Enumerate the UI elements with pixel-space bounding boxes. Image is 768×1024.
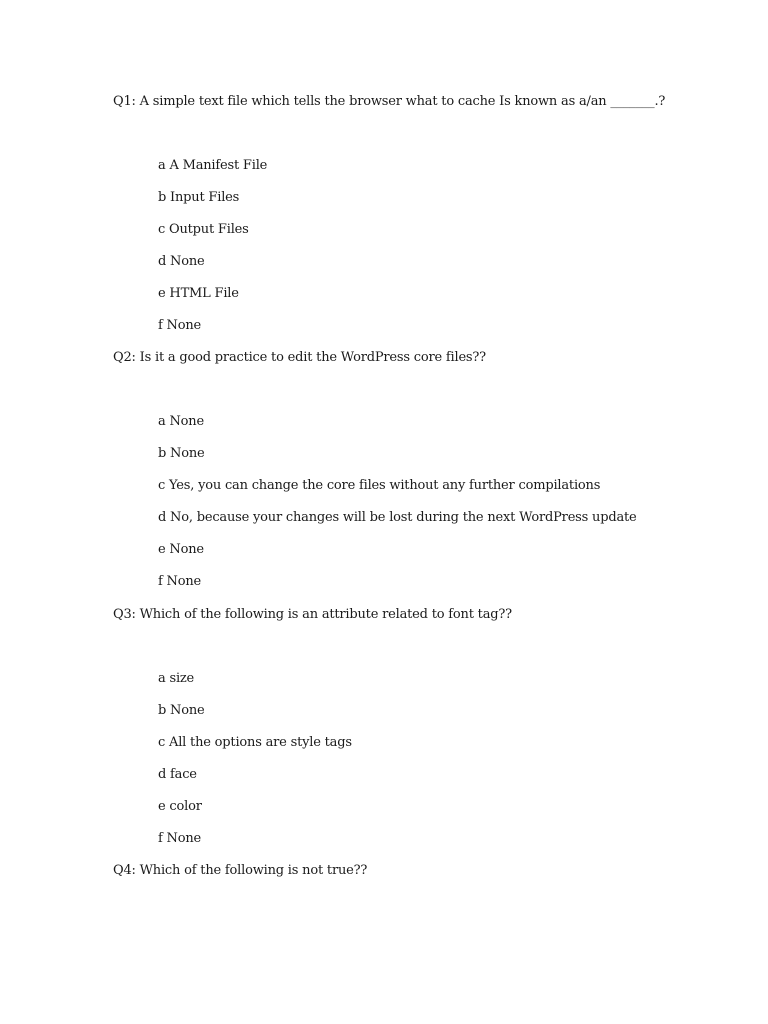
q2-option-f: f None [158,574,202,589]
q2-option-e: e None [158,542,204,557]
q3-option-e: e color [158,799,202,814]
q3-option-b: b None [158,703,205,718]
q3-option-d: d face [158,767,197,782]
question-3: Q3: Which of the following is an attribute related to font tag?? [113,607,512,622]
q3-option-a: a size [158,671,195,686]
question-4: Q4: Which of the following is not true?? [113,863,368,878]
q1-option-e: e HTML File [158,286,239,301]
q3-option-f: f None [158,831,202,846]
question-2: Q2: Is it a good practice to edit the WordPress core files?? [113,350,486,365]
q3-option-c: c All the options are style tags [158,735,352,750]
question-1: Q1: A simple text file which tells the browser what to cache Is known as a/an _______.? [113,94,666,109]
q2-option-c: c Yes, you can change the core files without any further compilations [158,478,601,493]
q1-option-d: d None [158,254,205,269]
q2-option-b: b None [158,446,205,461]
q1-option-b: b Input Files [158,190,240,205]
q1-option-a: a A Manifest File [158,158,268,173]
q2-option-d: d No, because your changes will be lost during the next WordPress update [158,510,637,525]
q1-option-c: c Output Files [158,222,249,237]
q2-option-a: a None [158,414,204,429]
q1-option-f: f None [158,318,202,333]
